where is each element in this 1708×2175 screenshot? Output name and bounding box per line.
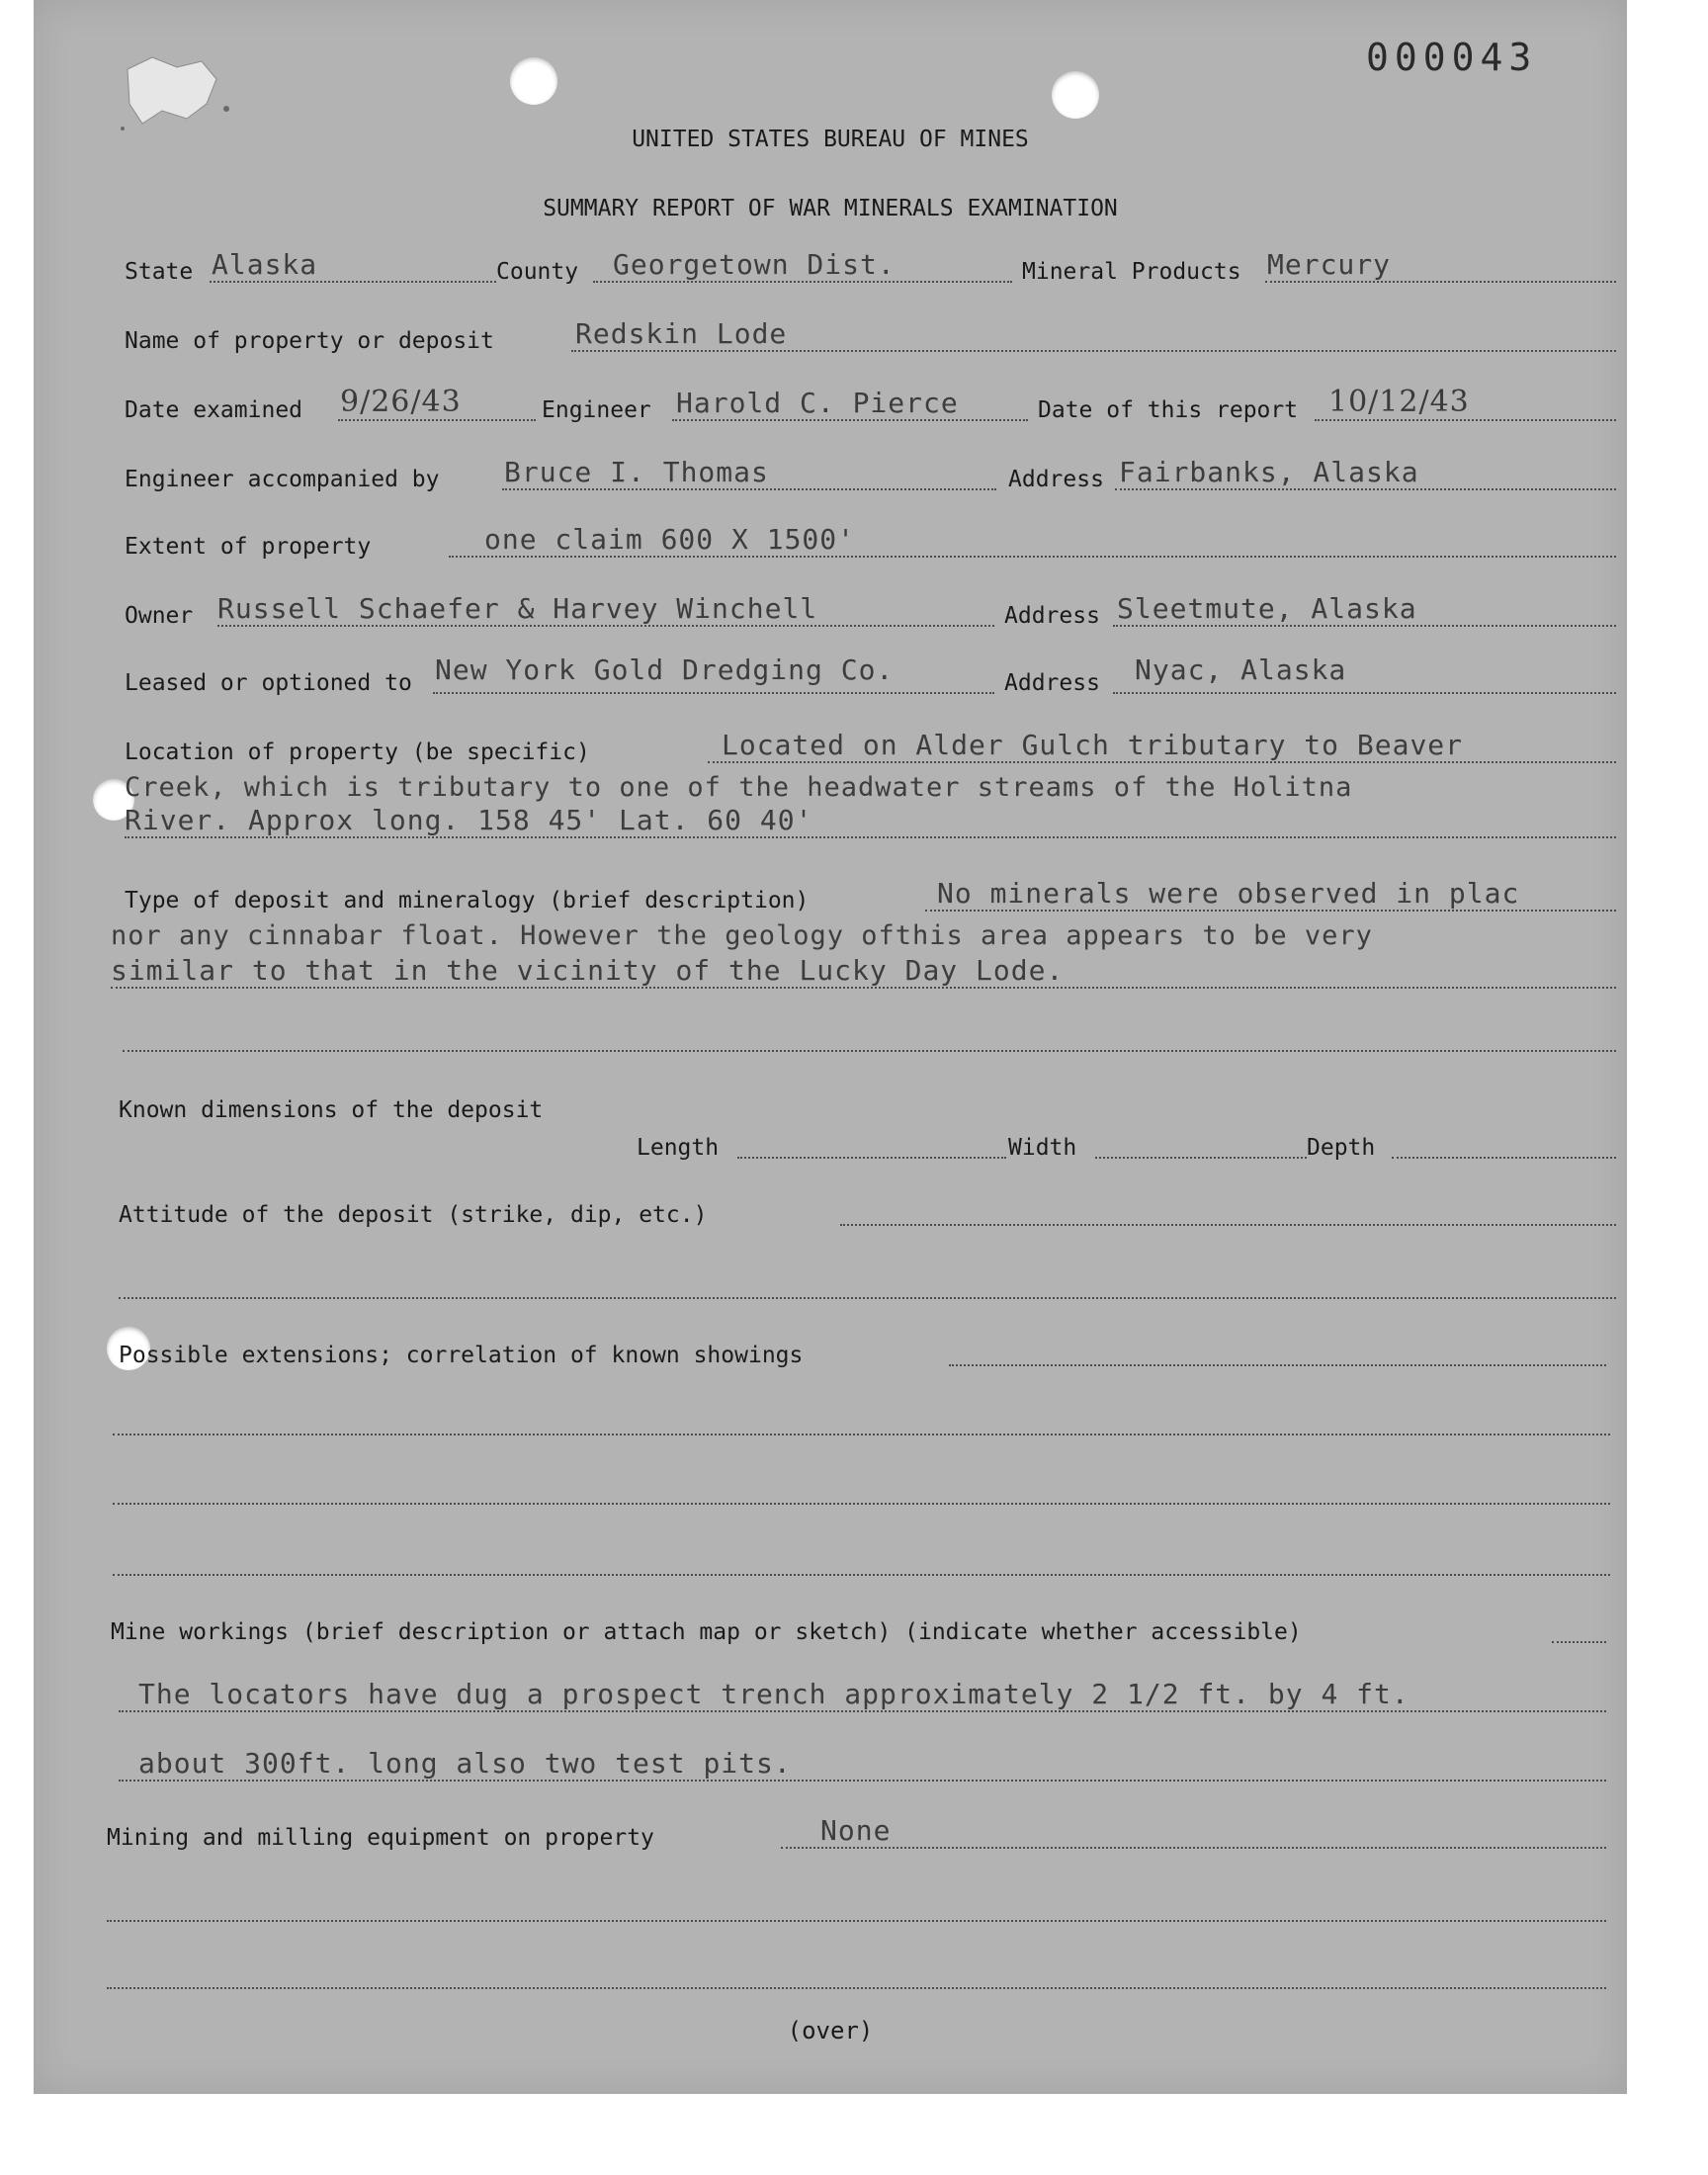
over-footer: (over) [787,2017,874,2044]
state-value: Alaska [212,248,318,281]
location-line-1: Located on Alder Gulch tributary to Beaver [722,729,1464,761]
location-label: Location of property (be specific) [125,740,590,765]
depth-label: Depth [1307,1135,1376,1161]
leased-to-label: Leased or optioned to [125,670,412,696]
mineral-products-label: Mineral Products [1022,259,1241,285]
document-number: 000043 [1366,36,1538,79]
torn-corner-mark-icon [108,49,246,138]
accompanied-address-value: Fairbanks, Alaska [1119,456,1419,488]
location-line-2: Creek, which is tributary to one of the headwater streams of the Holitna [125,772,1353,803]
row-location-3 [89,805,1616,844]
row-extent [89,524,1616,564]
accompanied-address-label: Address [1008,467,1104,492]
report-sheet [34,0,1627,2094]
lessee-address-value: Nyac, Alaska [1135,653,1347,686]
property-name-label: Name of property or deposit [125,328,494,354]
length-label: Length [637,1135,720,1161]
mine-workings-line-1: The locators have dug a prospect trench approximately 2 1/2 ft. by 4 ft. [138,1678,1409,1710]
accompanied-by-label: Engineer accompanied by [125,467,440,492]
row-equipment [89,1815,1616,1855]
row-dimensions [89,1088,1616,1127]
blank-line-deposit [123,1050,1616,1052]
report-date-value: 10/12/43 [1328,385,1470,419]
engineer-value: Harold C. Pierce [676,387,959,419]
row-accompanied [89,457,1616,496]
county-value: Georgetown Dist. [613,248,896,281]
extensions-label: Possible extensions; correlation of known showings [119,1343,804,1368]
punch-hole-left [510,57,557,105]
blank-line-equipment-2 [107,1987,1606,1989]
mineral-products-value: Mercury [1267,248,1392,281]
state-label: State [125,259,194,285]
row-property-name [89,318,1616,358]
row-state-county [89,249,1616,289]
row-dates-engineer [89,385,1616,427]
owner-label: Owner [125,603,194,629]
deposit-type-label: Type of deposit and mineralogy (brief description) [125,888,810,914]
date-examined-label: Date examined [125,397,303,423]
row-dimension-fields [89,1125,1616,1165]
owner-address-value: Sleetmute, Alaska [1117,592,1417,625]
row-attitude [89,1192,1616,1232]
agency-heading: UNITED STATES BUREAU OF MINES [632,127,1029,152]
attitude-label: Attitude of the deposit (strike, dip, etc.) [119,1202,708,1228]
row-deposit-type [89,878,1616,917]
equipment-value: None [820,1814,892,1847]
mine-workings-line-2: about 300ft. long also two test pits. [138,1747,792,1780]
date-examined-value: 9/26/43 [340,385,462,419]
equipment-label: Mining and milling equipment on property [107,1825,654,1851]
row-mine-workings [89,1610,1616,1649]
report-date-label: Date of this report [1038,397,1299,423]
row-mine-workings-1 [89,1679,1616,1718]
row-owner [89,593,1616,633]
dimensions-label: Known dimensions of the deposit [119,1097,544,1123]
row-deposit-type-3 [89,955,1616,995]
extent-value: one claim 600 X 1500' [484,523,856,556]
lessee-address-label: Address [1004,670,1100,696]
mine-workings-label: Mine workings (brief description or attach map or sketch) (indicate whether accessible) [111,1619,1302,1645]
report-title: SUMMARY REPORT OF WAR MINERALS EXAMINATION [543,196,1118,221]
deposit-type-line-3: similar to that in the vicinity of the Lucky Day Lode. [111,954,1065,987]
property-name-value: Redskin Lode [575,317,788,350]
deposit-type-line-1: No minerals were observed in plac [937,877,1520,910]
deposit-type-line-2: nor any cinnabar float. However the geology ofthis area appears to be very [111,920,1373,951]
punch-hole-right [1052,71,1099,119]
accompanied-by-value: Bruce I. Thomas [504,456,769,488]
row-location [89,730,1616,769]
owner-value: Russell Schaefer & Harvey Winchell [217,592,818,625]
county-label: County [496,259,579,285]
blank-line-extensions-1 [113,1434,1610,1436]
blank-line-extensions-3 [113,1574,1610,1576]
extent-label: Extent of property [125,534,372,560]
row-extensions [89,1333,1616,1372]
row-mine-workings-2 [89,1748,1616,1787]
leased-to-value: New York Gold Dredging Co. [435,653,895,686]
blank-line-equipment-1 [107,1920,1606,1922]
blank-line-attitude [119,1297,1616,1299]
owner-address-label: Address [1004,603,1100,629]
row-lease [89,653,1616,700]
blank-line-extensions-2 [113,1503,1610,1505]
row-deposit-type-2 [89,919,1616,959]
width-label: Width [1008,1135,1077,1161]
engineer-label: Engineer [542,397,651,423]
location-line-3: River. Approx long. 158 45' Lat. 60 40' [125,804,813,836]
